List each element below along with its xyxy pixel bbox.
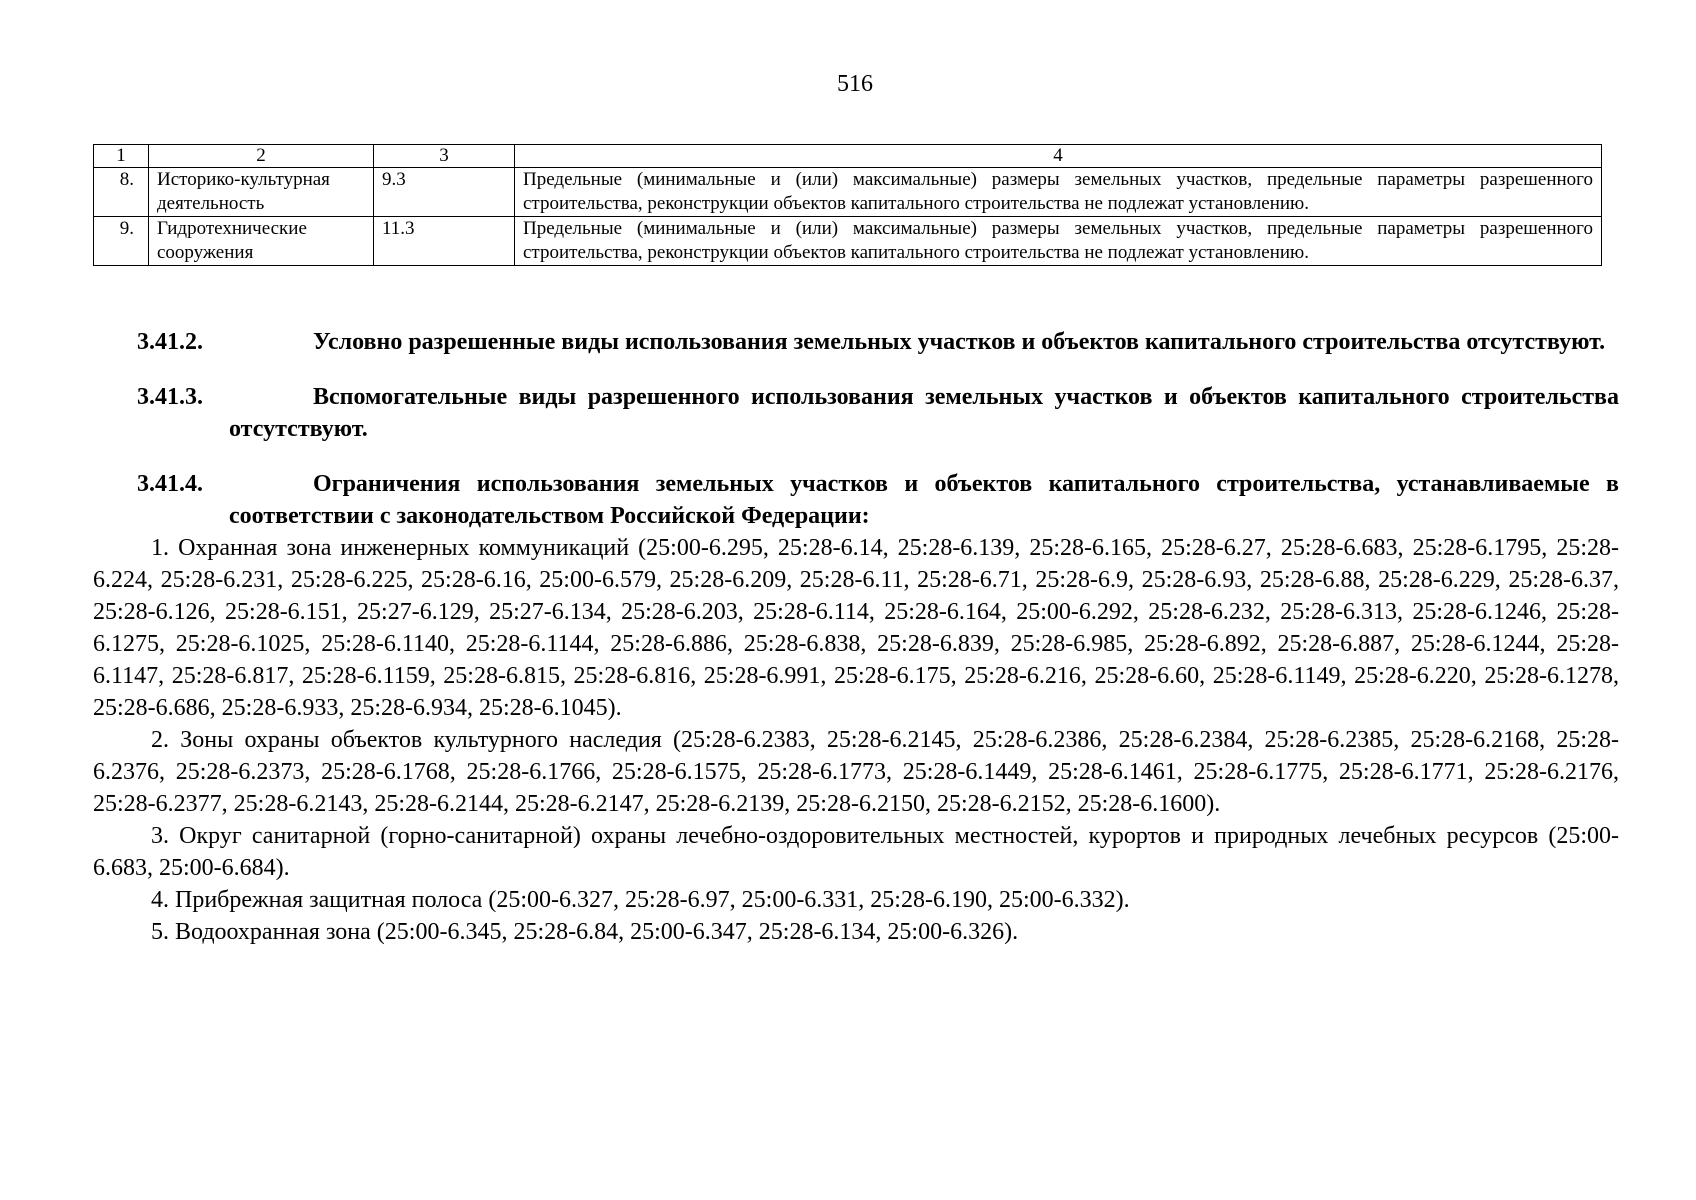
table-header-cell: 4: [515, 145, 1602, 168]
table-header-cell: 1: [94, 145, 149, 168]
table-row: [94, 217, 1602, 266]
section-number: 3.41.2.: [137, 329, 203, 355]
table-header-cell: 3: [374, 145, 515, 168]
row-number: 8.: [94, 168, 149, 217]
restriction-paragraph: 1. Охранная зона инженерных коммуникаций (25:00-6.295, 25:28-6.14, 25:28-6.139, 25:28-6.165, 25:28-6.27, 25:28-6.683, 25:28-6.1795, 25:28-6.224, 25:28-6.231, 25:28-6.225, 25:28-6.16, 25:00-6.579, 25:28-6.209, 25:28-6.11, 25:28-6.71, 25:28-6.9, 25:28-6.93, 25:28-6.88, 25:28-6.229, 25:28-6.37, 25:28-6.126, 25:28-6.151, 25:27-6.129, 25:27-6.134, 25:28-6.203, 25:28-6.114, 25:28-6.164, 25:00-6.292, 25:28-6.232, 25:28-6.313, 25:28-6.1246, 25:28-6.1275, 25:28-6.1025, 25:28-6.1140, 25:28-6.1144, 25:28-6.886, 25:28-6.838, 25:28-6.839, 25:28-6.985, 25:28-6.892, 25:28-6.887, 25:28-6.1244, 25:28-6.1147, 25:28-6.817, 25:28-6.1159, 25:28-6.815, 25:28-6.816, 25:28-6.991, 25:28-6.175, 25:28-6.216, 25:28-6.60, 25:28-6.1149, 25:28-6.220, 25:28-6.1278, 25:28-6.686, 25:28-6.933, 25:28-6.934, 25:28-6.1045).: [93, 535, 1619, 721]
table-header-cell: 2: [149, 145, 374, 168]
restriction-paragraph: 5. Водоохранная зона (25:00-6.345, 25:28-6.84, 25:00-6.347, 25:28-6.134, 25:00-6.326).: [151, 919, 1019, 945]
table-header-row: [94, 145, 1602, 168]
row-use-code: 9.3: [374, 168, 515, 217]
page-number: 516: [837, 71, 873, 97]
section-heading: [93, 326, 1619, 358]
section-title: Вспомогательные виды разрешенного использования земельных участков и объектов капитального строительства отсутствуют.: [229, 384, 1619, 442]
restriction-paragraph: 3. Округ санитарной (горно-санитарной) охраны лечебно-оздоровительных местностей, курортов и природных лечебных ресурсов (25:00-6.683, 25:00-6.684).: [93, 823, 1619, 881]
row-use-code: 11.3: [374, 217, 515, 266]
section-title: Ограничения использования земельных участков и объектов капитального строительства, устанавливаемые в соответствии с законодательством Российской Федерации:: [229, 471, 1619, 529]
document-body: [93, 326, 1619, 948]
row-number: 9.: [94, 217, 149, 266]
section-title: Условно разрешенные виды использования земельных участков и объектов капитального строительства отсутствуют.: [313, 329, 1606, 355]
section-heading: [93, 468, 1619, 532]
section-number: 3.41.3.: [137, 384, 203, 410]
row-description: Предельные (минимальные и (или) максимальные) размеры земельных участков, предельные параметры разрешенного строительства, реконструкции объектов капитального строительства не подлежат установлению.: [515, 217, 1602, 266]
section-number: 3.41.4.: [137, 471, 203, 497]
row-use-name: Историко-культурная деятельность: [149, 168, 374, 217]
restriction-paragraph: 2. Зоны охраны объектов культурного наследия (25:28-6.2383, 25:28-6.2145, 25:28-6.2386, 25:28-6.2384, 25:28-6.2385, 25:28-6.2168, 25:28-6.2376, 25:28-6.2373, 25:28-6.1768, 25:28-6.1766, 25:28-6.1575, 25:28-6.1773, 25:28-6.1449, 25:28-6.1461, 25:28-6.1775, 25:28-6.1771, 25:28-6.2176, 25:28-6.2377, 25:28-6.2143, 25:28-6.2144, 25:28-6.2147, 25:28-6.2139, 25:28-6.2150, 25:28-6.2152, 25:28-6.1600).: [93, 727, 1619, 817]
section-heading: [93, 381, 1619, 445]
zone-parameters-table: [93, 144, 1602, 266]
restriction-paragraph: 4. Прибрежная защитная полоса (25:00-6.327, 25:28-6.97, 25:00-6.331, 25:28-6.190, 25:00-6.332).: [151, 887, 1130, 913]
table-row: [94, 168, 1602, 217]
row-description: Предельные (минимальные и (или) максимальные) размеры земельных участков, предельные параметры разрешенного строительства, реконструкции объектов капитального строительства не подлежат установлению.: [515, 168, 1602, 217]
row-use-name: Гидротехнические сооружения: [149, 217, 374, 266]
